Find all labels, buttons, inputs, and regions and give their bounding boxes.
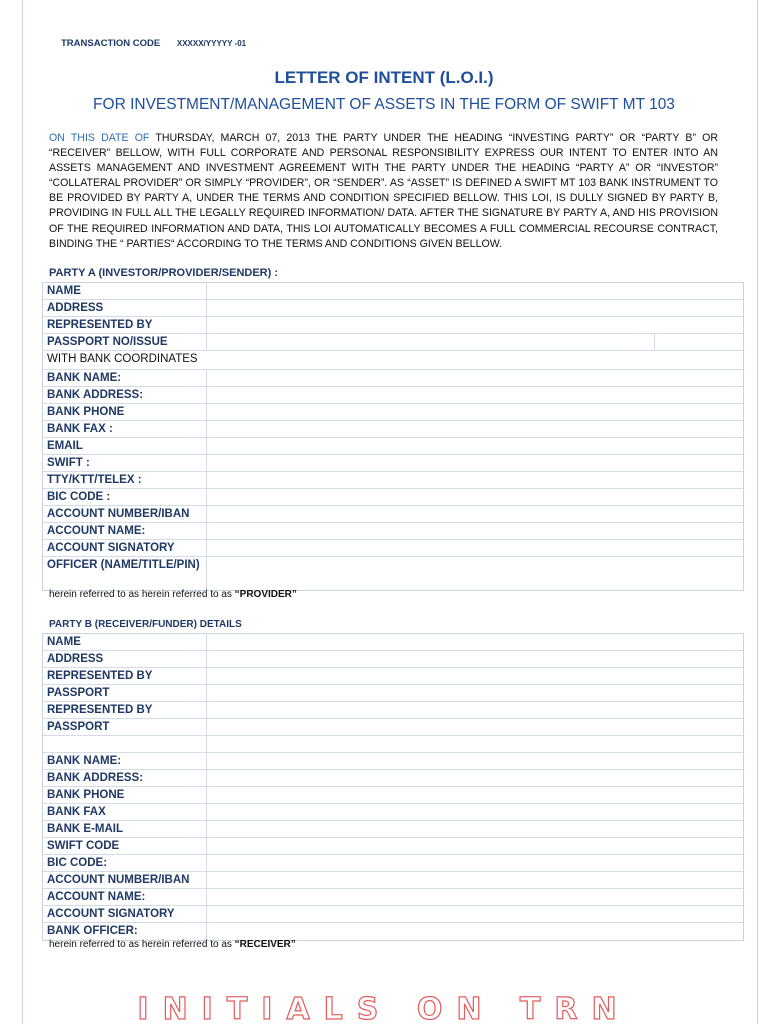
party-a-row xyxy=(43,317,743,334)
party-b-row-label: SWIFT CODE xyxy=(47,840,120,852)
party-a-row-label: BANK FAX : xyxy=(47,423,113,435)
party-b-value-field[interactable] xyxy=(206,804,743,820)
party-a-title: PARTY A (INVESTOR/PROVIDER/SENDER) : xyxy=(49,267,278,279)
party-a-table xyxy=(42,282,744,591)
party-b-row-label: BANK FAX xyxy=(47,806,106,818)
party-b-value-field[interactable] xyxy=(206,736,743,752)
party-b-row-label: NAME xyxy=(47,636,81,648)
party-a-row xyxy=(43,283,743,300)
party-b-row-label: REPRESENTED BY xyxy=(47,704,153,716)
party-a-value-field[interactable] xyxy=(206,472,743,488)
document-title: LETTER OF INTENT (L.O.I.) xyxy=(274,68,494,87)
party-b-row xyxy=(43,753,743,770)
party-b-row xyxy=(43,719,743,736)
party-b-row-label: ACCOUNT SIGNATORY xyxy=(47,908,175,920)
party-b-row xyxy=(43,787,743,804)
party-b-value-field[interactable] xyxy=(206,855,743,871)
party-b-footnote-text: herein referred to as herein referred to as xyxy=(49,939,235,950)
party-a-row-label: WITH BANK COORDINATES xyxy=(47,353,198,365)
party-a-footnote-text: herein referred to as herein referred to as xyxy=(49,589,235,600)
party-b-table xyxy=(42,633,744,941)
party-a-row-label: BANK NAME: xyxy=(47,372,122,384)
party-a-footnote xyxy=(49,589,297,600)
party-b-value-field[interactable] xyxy=(206,821,743,837)
party-b-row xyxy=(43,804,743,821)
party-a-row-label: SWIFT : xyxy=(47,457,90,469)
transaction-code xyxy=(61,38,246,49)
party-a-value-field[interactable] xyxy=(206,540,743,556)
party-b-row-label: BANK PHONE xyxy=(47,789,125,801)
party-b-value-field[interactable] xyxy=(206,651,743,667)
party-b-row-label: BANK NAME: xyxy=(47,755,122,767)
party-b-row xyxy=(43,889,743,906)
party-b-value-field[interactable] xyxy=(206,668,743,684)
party-b-value-field[interactable] xyxy=(206,923,743,940)
party-b-value-field[interactable] xyxy=(206,702,743,718)
party-a-value-field[interactable] xyxy=(206,421,743,437)
party-b-row xyxy=(43,668,743,685)
party-b-title: PARTY B (RECEIVER/FUNDER) DETAILS xyxy=(49,619,242,630)
party-a-row xyxy=(43,557,743,590)
party-b-row-label: PASSPORT xyxy=(47,687,110,699)
party-a-value-field[interactable] xyxy=(206,317,743,333)
party-a-row-label: NAME xyxy=(47,285,81,297)
party-b-footnote-role: “RECEIVER” xyxy=(234,939,296,950)
party-a-value-field[interactable] xyxy=(206,334,743,350)
party-a-row xyxy=(43,421,743,438)
party-a-value-field[interactable] xyxy=(206,455,743,471)
party-b-value-field[interactable] xyxy=(206,719,743,735)
party-b-row xyxy=(43,736,743,753)
party-a-row xyxy=(43,438,743,455)
party-a-row xyxy=(43,300,743,317)
transaction-code-label: TRANSACTION CODE xyxy=(61,38,161,49)
party-b-row xyxy=(43,838,743,855)
intro-body: THURSDAY, MARCH 07, 2013 THE PARTY UNDER THE HEADING “INVESTING PARTY” OR “PARTY B” OR “RECEIVER” BELLOW, WITH FULL CORPORATE AND PERSONAL RESPONSIBILITY EXPRESS OUR INTENT TO ENTER INTO AN ASSETS MANAGEMENT AND INVESTMENT AGREEMENT WITH THE PARTY UNDER THE HEADING “PARTY A” OR “INVESTOR” “COLLATERAL PROVIDER” OR SIMPLY “PROVIDER”, OR “SENDER”. AS “ASSET” IS DEFINED A SWIFT MT 103 BANK INSTRUMENT TO BE PROVIDED BY PARTY A, UNDER THE TERMS AND CONDITION SPECIFIED BELLOW. THIS LOI, IS DULLY SIGNED BY PARTY B, PROVIDING IN FULL ALL THE LEGALLY REQUIRED INFORMATION/ DATA. AFTER THE SIGNATURE BY PARTY A, AND HIS PROVISION OF THE REQUIRED INFORMATION AND DATA, THIS LOI AUTOMATICALLY BECOMES A FULL COMMERCIAL RECOURSE CONTRACT, BINDING THE “ PARTIES“ ACCORDING TO THE TERMS AND CONDITIONS GIVEN BELLOW. xyxy=(49,132,718,250)
party-b-row xyxy=(43,821,743,838)
party-a-row xyxy=(43,540,743,557)
party-b-row-label: REPRESENTED BY xyxy=(47,670,153,682)
party-a-value-field[interactable] xyxy=(206,557,743,590)
party-a-row-label: TTY/KTT/TELEX : xyxy=(47,474,142,486)
transaction-code-value: XXXXX/YYYYY -01 xyxy=(176,39,247,48)
party-b-value-field[interactable] xyxy=(206,770,743,786)
party-b-row xyxy=(43,855,743,872)
party-b-value-field[interactable] xyxy=(206,787,743,803)
party-a-row xyxy=(43,351,743,370)
party-a-row-label: ACCOUNT NAME: xyxy=(47,525,146,537)
party-a-row xyxy=(43,506,743,523)
party-a-row-label: OFFICER (NAME/TITLE/PIN) xyxy=(47,559,200,571)
party-a-row-label: ADDRESS xyxy=(47,302,104,314)
party-b-value-field[interactable] xyxy=(206,889,743,905)
party-b-value-field[interactable] xyxy=(206,838,743,854)
party-a-row-label: BANK ADDRESS: xyxy=(47,389,144,401)
party-a-value-field[interactable] xyxy=(206,523,743,539)
party-a-row-label: EMAIL xyxy=(47,440,83,452)
party-a-value-field[interactable] xyxy=(206,404,743,420)
party-a-row-label: BIC CODE : xyxy=(47,491,111,503)
party-b-row xyxy=(43,770,743,787)
party-a-row-label: BANK PHONE xyxy=(47,406,125,418)
party-b-row xyxy=(43,923,743,940)
party-a-value-field[interactable] xyxy=(206,300,743,316)
party-b-row-label: ADDRESS xyxy=(47,653,104,665)
intro-lead: ON THIS DATE OF xyxy=(49,132,150,144)
party-b-row xyxy=(43,685,743,702)
party-a-value-field[interactable] xyxy=(206,489,743,505)
party-a-issue-field[interactable] xyxy=(654,334,655,350)
party-a-row xyxy=(43,472,743,489)
intro-paragraph xyxy=(49,131,718,252)
party-a-value-field[interactable] xyxy=(206,283,743,299)
party-b-value-field[interactable] xyxy=(206,685,743,701)
party-a-value-field[interactable] xyxy=(206,370,743,386)
party-b-row xyxy=(43,872,743,889)
initials-watermark: INITIALS ON TRN xyxy=(137,992,631,1027)
party-b-row xyxy=(43,702,743,719)
party-a-row xyxy=(43,489,743,506)
party-a-row-label: ACCOUNT SIGNATORY xyxy=(47,542,175,554)
party-a-row xyxy=(43,334,743,351)
party-b-row-label: ACCOUNT NUMBER/IBAN xyxy=(47,874,190,886)
party-a-row xyxy=(43,404,743,421)
party-a-row-label: ACCOUNT NUMBER/IBAN xyxy=(47,508,190,520)
party-b-row-label: BIC CODE: xyxy=(47,857,108,869)
party-a-row-label: REPRESENTED BY xyxy=(47,319,153,331)
party-b-value-field[interactable] xyxy=(206,634,743,650)
party-b-row-label: BANK E-MAIL xyxy=(47,823,124,835)
party-b-row-label: BANK ADDRESS: xyxy=(47,772,144,784)
party-a-footnote-role: “PROVIDER” xyxy=(234,589,297,600)
party-a-row xyxy=(43,523,743,540)
party-a-row xyxy=(43,370,743,387)
party-a-row-label: PASSPORT NO/ISSUE xyxy=(47,336,168,348)
party-b-row-label: PASSPORT xyxy=(47,721,110,733)
party-b-row-label: ACCOUNT NAME: xyxy=(47,891,146,903)
party-b-row-label: BANK OFFICER: xyxy=(47,925,138,937)
party-a-row xyxy=(43,455,743,472)
party-b-value-field[interactable] xyxy=(206,906,743,922)
document-subtitle: FOR INVESTMENT/MANAGEMENT OF ASSETS IN THE FORM OF SWIFT MT 103 xyxy=(93,96,675,113)
party-a-value-field[interactable] xyxy=(206,387,743,403)
party-b-footnote xyxy=(49,939,296,950)
party-a-value-field[interactable] xyxy=(206,438,743,454)
party-b-value-field[interactable] xyxy=(206,753,743,769)
party-b-row xyxy=(43,906,743,923)
party-a-row xyxy=(43,387,743,404)
party-b-value-field[interactable] xyxy=(206,872,743,888)
party-b-row xyxy=(43,651,743,668)
party-a-value-field[interactable] xyxy=(206,506,743,522)
party-b-row xyxy=(43,634,743,651)
